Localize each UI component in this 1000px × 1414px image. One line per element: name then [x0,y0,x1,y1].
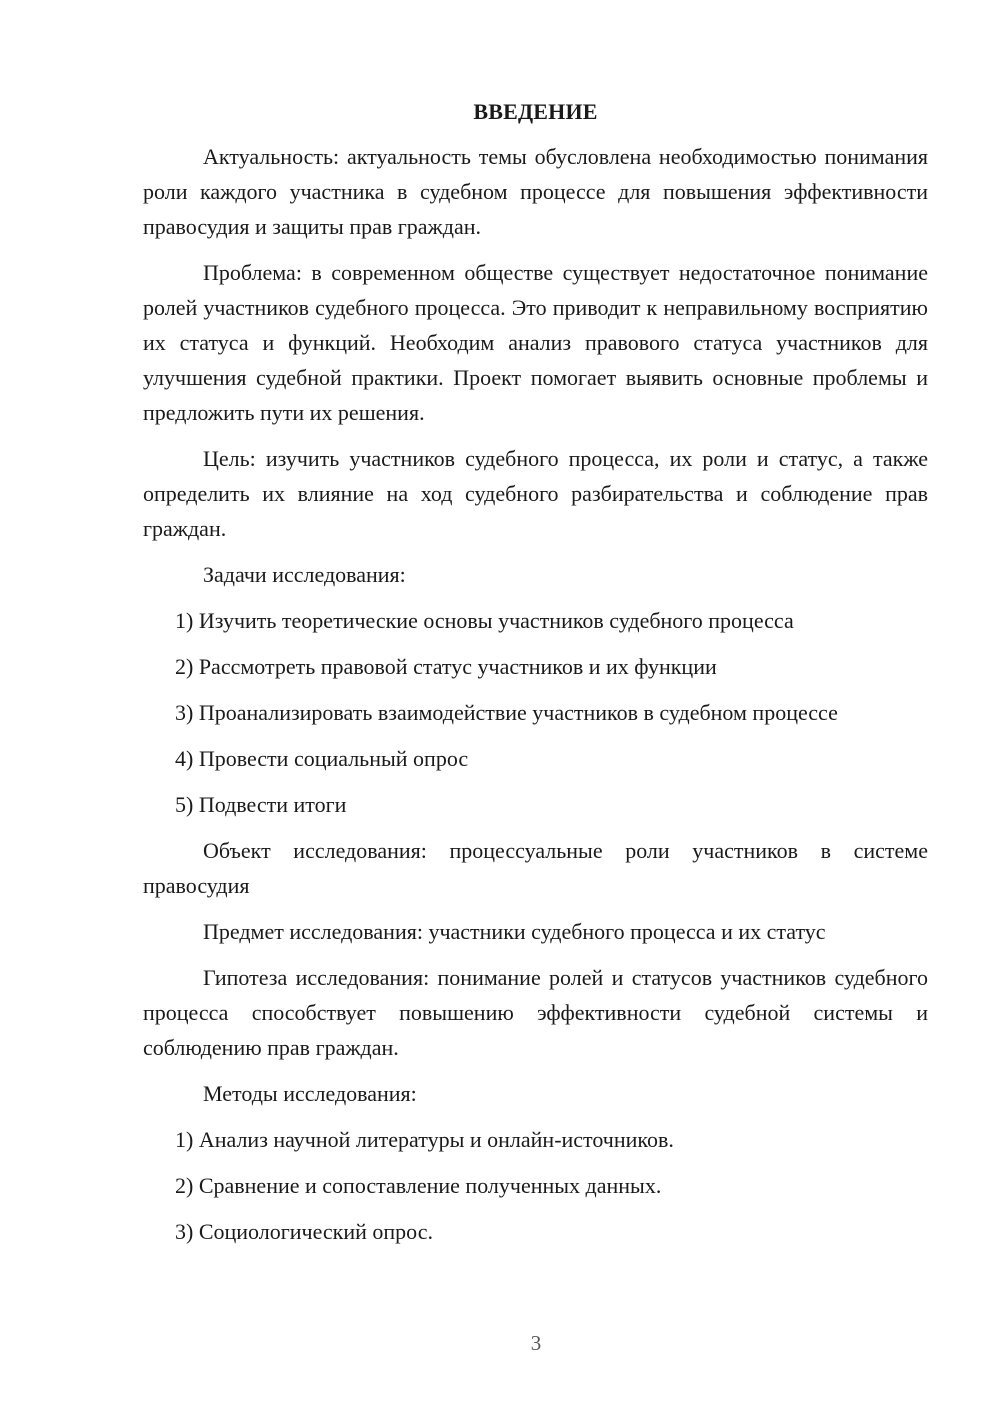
method-item: 1) Анализ научной литературы и онлайн-источников. [175,1127,674,1152]
method-item: 3) Социологический опрос. [175,1219,433,1244]
task-item: 5) Подвести итоги [175,792,347,817]
section-title: ВВЕДЕНИЕ [473,99,598,124]
paragraph-subject: Предмет исследования: участники судебного процесса и их статус [203,919,826,944]
paragraph-methods-heading: Методы исследования: [203,1081,417,1106]
paragraph-object: Объект исследования: процессуальные роли участников в системе правосудия [143,838,928,898]
task-item: 2) Рассмотреть правовой статус участников и их функции [175,654,717,679]
paragraph-problem: Проблема: в современном обществе существует недостаточное понимание ролей участников судебного процесса. Это приводит к неправильному восприятию их статуса и функций. Необходим анализ правового статуса участников для улучшения судебной практики. Проект помогает выявить основные проблемы и предложить пути их решения. [143,260,928,425]
method-item: 2) Сравнение и сопоставление полученных данных. [175,1173,662,1198]
task-item: 4) Провести социальный опрос [175,746,469,771]
paragraph-hypothesis: Гипотеза исследования: понимание ролей и статусов участников судебного процесса способствует повышению эффективности судебной системы и соблюдению прав граждан. [143,965,928,1060]
paragraph-relevance: Актуальность: актуальность темы обусловлена необходимостью понимания роли каждого участника в судебном процессе для повышения эффективности правосудия и защиты прав граждан. [143,144,928,239]
page-number: 3 [530,1331,542,1355]
paragraph-tasks-heading: Задачи исследования: [203,562,406,587]
task-item: 3) Проанализировать взаимодействие участников в судебном процессе [175,700,838,725]
paragraph-goal: Цель: изучить участников судебного процесса, их роли и статус, а также определить их влияние на ход судебного разбирательства и соблюдение прав граждан. [143,446,928,541]
page-content [143,94,928,1260]
task-item: 1) Изучить теоретические основы участников судебного процесса [175,608,794,633]
